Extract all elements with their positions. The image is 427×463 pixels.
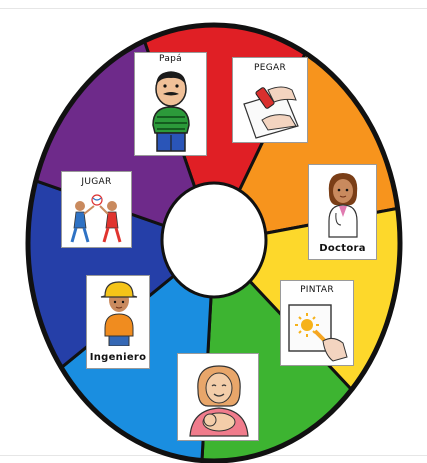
card-mama[interactable] (177, 353, 259, 441)
engineer-icon (97, 280, 141, 346)
paint-icon (285, 301, 351, 363)
card-ingeniero[interactable] (86, 275, 150, 369)
doctor-icon (321, 169, 365, 239)
mother-baby-icon (186, 360, 252, 438)
card-doctora-label: Doctora (319, 243, 366, 254)
card-pegar-label: PEGAR (254, 63, 286, 73)
card-papa[interactable] (134, 52, 207, 156)
card-jugar-label: JUGAR (81, 177, 112, 187)
card-pintar-label: PINTAR (300, 285, 334, 295)
play-icon (66, 192, 128, 246)
card-pegar[interactable] (232, 57, 308, 143)
card-doctora[interactable] (308, 164, 377, 260)
card-jugar[interactable] (61, 171, 132, 248)
card-papa-label: Papá (159, 54, 182, 64)
glue-icon (238, 78, 304, 140)
father-icon (143, 67, 199, 153)
card-ingeniero-label: Ingeniero (89, 352, 147, 363)
wheel-hub (162, 183, 266, 297)
card-pintar[interactable] (280, 280, 354, 366)
